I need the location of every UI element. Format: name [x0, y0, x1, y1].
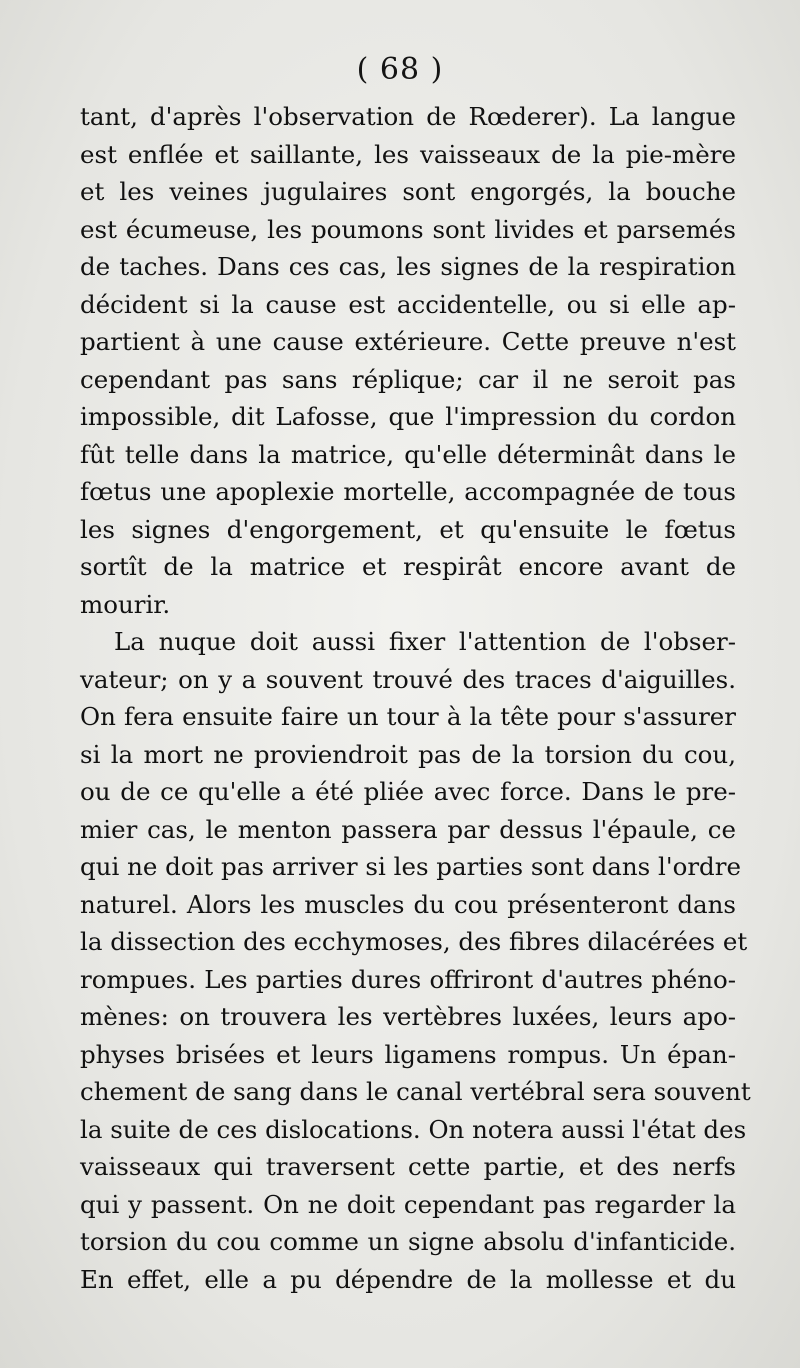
- text-line: est enflée et saillante, les vaisseaux de la pie-mère: [80, 139, 736, 169]
- text-line: naturel. Alors les muscles du cou présenteront dans: [80, 889, 736, 919]
- text-line: fût telle dans la matrice, qu'elle déterminât dans le: [80, 439, 736, 469]
- text-line: cependant pas sans réplique; car il ne seroit pas: [80, 364, 736, 394]
- text-line: mènes: on trouvera les vertèbres luxées, leurs apo-: [80, 1002, 736, 1031]
- text-line: qui ne doit pas arriver si les parties sont dans l'ordre: [80, 852, 741, 881]
- text-line: physes brisées et leurs ligamens rompus. Un épan-: [80, 1039, 736, 1069]
- text-line: mourir.: [80, 589, 171, 619]
- text-line: fœtus une apoplexie mortelle, accompagnée de tous: [80, 477, 736, 506]
- text-line: est écumeuse, les poumons sont livides et parsemés: [80, 214, 736, 244]
- text-line: sortît de la matrice et respirât encore avant de: [80, 552, 736, 581]
- text-line: décident si la cause est accidentelle, ou si elle ap-: [80, 289, 736, 319]
- text-line: On fera ensuite faire un tour à la tête pour s'assurer: [80, 702, 736, 731]
- page-number: ( 68 ): [356, 52, 444, 87]
- paragraph-first-line: La nuque doit aussi fixer l'attention de l'obser-: [114, 627, 736, 656]
- text-line: les signes d'engorgement, et qu'ensuite le fœtus: [80, 514, 736, 544]
- text-line: si la mort ne proviendroit pas de la torsion du cou,: [80, 739, 736, 769]
- text-line: tant, d'après l'observation de Rœderer). La langue: [80, 102, 736, 131]
- text-line: mier cas, le menton passera par dessus l'épaule, ce: [80, 814, 736, 844]
- text-line: et les veines jugulaires sont engorgés, la bouche: [80, 177, 736, 206]
- text-line: impossible, dit Lafosse, que l'impression du cordon: [80, 402, 736, 431]
- text-line: ou de ce qu'elle a été pliée avec force. Dans le pre-: [80, 777, 736, 806]
- text-line: rompues. Les parties dures offriront d'autres phéno-: [80, 964, 736, 994]
- text-line: qui y passent. On ne doit cependant pas regarder la: [80, 1189, 736, 1219]
- text-line: la suite de ces dislocations. On notera aussi l'état des: [80, 1114, 747, 1144]
- text-line: partient à une cause extérieure. Cette preuve n'est: [80, 327, 736, 356]
- text-line: de taches. Dans ces cas, les signes de la respiration: [80, 252, 736, 281]
- body-text: [80, 98, 751, 1298]
- text-line: En effet, elle a pu dépendre de la mollesse et du: [80, 1264, 736, 1294]
- text-line: chement de sang dans le canal vertébral sera souvent: [80, 1077, 751, 1106]
- text-line: torsion du cou comme un signe absolu d'infanticide.: [80, 1227, 736, 1256]
- text-line: vaisseaux qui traversent cette partie, et des nerfs: [80, 1152, 736, 1181]
- text-line: vateur; on y a souvent trouvé des traces d'aiguilles.: [80, 664, 736, 694]
- text-line: la dissection des ecchymoses, des fibres dilacérées et: [80, 927, 748, 956]
